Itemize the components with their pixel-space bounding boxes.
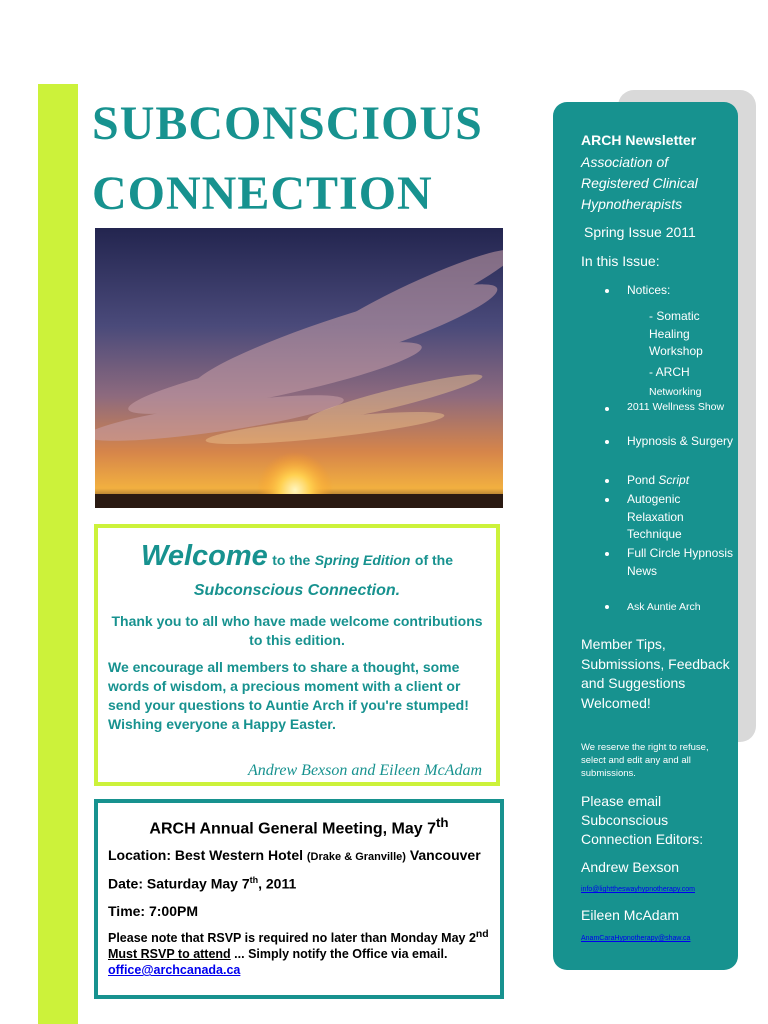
toc-notices: Notices: [627, 283, 671, 297]
sidebar-association: Association of Registered Clinical Hypnotherapists [581, 154, 698, 212]
welcome-to-the: to the [272, 552, 311, 568]
toc-hypnosis-surgery: Hypnosis & Surgery [627, 434, 734, 448]
sidebar-reserve-note: We reserve the right to refuse, select and edit any and all submissions. [581, 742, 709, 779]
toc-autogenic: Autogenic Relaxation Technique [627, 492, 684, 541]
masthead-title-line1: SUBCONSCIOUS [92, 97, 483, 150]
welcome-of-the: of the [414, 552, 454, 568]
welcome-thanks: Thank you to all who have made welcome contributions to this edition. [111, 613, 483, 648]
welcome-heading [98, 540, 496, 573]
accent-bar [38, 84, 78, 1024]
agm-location: Location: Best Western Hotel (Drake & Granville) Vancouver [108, 847, 481, 863]
sunset-photo [95, 228, 503, 508]
agm-rsvp-note: Please note that RSVP is required no later than Monday May 2nd Must RSVP to attend ... Simply notify the Office via email. office@archcanada.ca [108, 929, 489, 978]
sidebar-heading: ARCH Newsletter [581, 132, 697, 148]
welcome-publication-name: Subconscious Connection. [193, 582, 401, 599]
editors-signature: Andrew Bexson and Eileen McAdam [247, 762, 482, 779]
sidebar-editor1: Andrew Bexson [581, 859, 680, 875]
welcome-encourage: We encourage all members to share a thought, some words of wisdom, a precious moment with a client or send your questions to Auntie Arch if you're stumped! Wishing everyone a Happy Easter. [108, 659, 469, 732]
toc-somatic: - Somatic Healing Workshop [649, 309, 703, 358]
agm-time: Time: 7:00PM [108, 903, 198, 919]
sidebar-in-this-issue: In this Issue: [581, 253, 660, 269]
agm-title: ARCH Annual General Meeting, May 7th [149, 815, 449, 838]
toc-ask-auntie: Ask Auntie Arch [627, 601, 701, 613]
masthead-title-line2: CONNECTION [92, 167, 433, 220]
welcome-word: Welcome [140, 540, 268, 572]
editor1-email-link[interactable]: info@lighttheswayhypnotherapy.com [581, 886, 695, 893]
sidebar-email-prompt: Please email Subconscious Connection Editors: [581, 793, 704, 847]
toc-full-circle: Full Circle Hypnosis News [627, 546, 734, 578]
sidebar-editor2: Eileen McAdam [581, 907, 680, 923]
toc-arch: - ARCH [649, 365, 690, 379]
welcome-box [94, 524, 500, 786]
office-email-link[interactable]: office@archcanada.ca [108, 963, 241, 978]
editor2-email-link[interactable]: AnamCaraHypnotherapy@shaw.ca [581, 935, 691, 942]
welcome-spring-edition: Spring Edition [314, 552, 411, 568]
sidebar-issue: Spring Issue 2011 [584, 224, 696, 240]
toc-networking: Networking [649, 386, 702, 398]
toc-pond-script: Pond Script [627, 473, 690, 487]
sidebar [553, 102, 738, 970]
toc-wellness: 2011 Wellness Show [627, 401, 725, 413]
agm-box [94, 799, 504, 999]
agm-date: Date: Saturday May 7th, 2011 [108, 875, 297, 892]
sidebar-member-tips: Member Tips, Submissions, Feedback and Suggestions Welcomed! [581, 636, 730, 711]
